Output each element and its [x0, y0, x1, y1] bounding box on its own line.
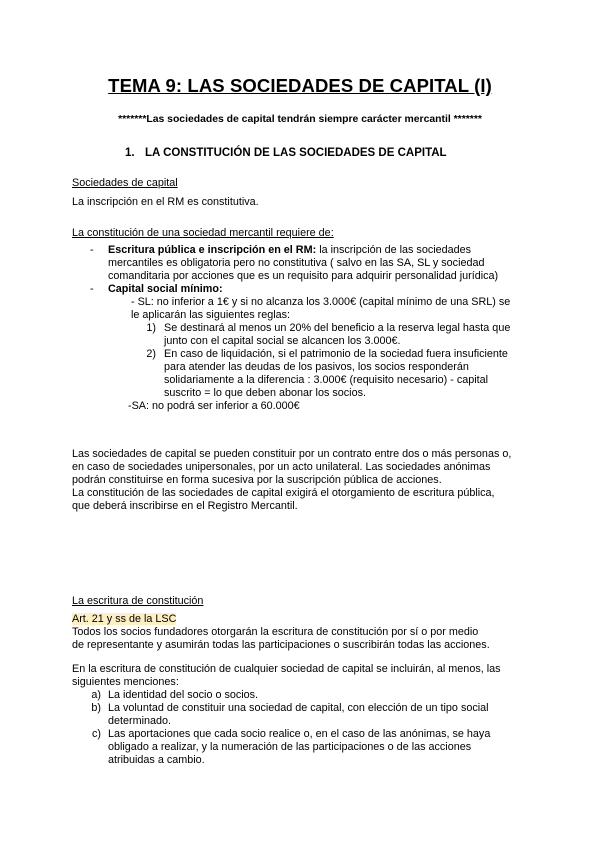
menciones-intro: En la escritura de constitución de cualquier sociedad de capital se incluirán, al menos, las — [72, 663, 501, 675]
requisitos-heading: La constitución de una sociedad mercantil requiere de: — [72, 227, 334, 239]
escritura-item-line: Escritura pública e inscripción en el RM: la inscripción de las sociedades — [108, 244, 472, 256]
paragraph-line: podrán constituirse en forma sucesiva por la suscripción pública de acciones. — [72, 474, 442, 486]
escritura-label: Escritura pública e inscripción en el RM: — [108, 244, 317, 256]
page-title: TEMA 9: LAS SOCIEDADES DE CAPITAL (I) — [108, 75, 492, 96]
section-heading-text: LA CONSTITUCIÓN DE LAS SOCIEDADES DE CAPITAL — [145, 147, 447, 159]
paragraph-line: La constitución de las sociedades de capital exigirá el otorgamiento de escritura pública, — [72, 487, 495, 499]
article-reference — [72, 613, 176, 626]
paragraph-line: en caso de sociedades unipersonales, por un acto unilateral. Las sociedades anónimas — [72, 461, 491, 473]
list-item-line: atribuidas a cambio. — [108, 754, 205, 766]
rule-line: solidariamente a la diferencia : 3.000€ (requisito necesario) - capital — [164, 374, 489, 386]
list-label: a) — [91, 689, 101, 701]
article-highlight: Art. 21 y ss de la LSC — [72, 613, 177, 625]
list-item-line: obligado a realizar, y la numeración de las participaciones o de las acciones — [108, 741, 472, 753]
list-item-line: La voluntad de constituir una sociedad de capital, con elección de un tipo social — [108, 702, 489, 714]
section-number: 1. — [125, 147, 135, 159]
sl-line: le aplicarán las siguientes reglas: — [131, 309, 291, 321]
list-item-line: La identidad del socio o socios. — [108, 689, 259, 701]
section-heading — [125, 146, 447, 160]
rule-number: 2) — [146, 348, 156, 360]
sa-line: -SA: no podrá ser inferior a 60.000€ — [128, 400, 300, 412]
escritura-line: de representante y asumirán todas las participaciones o suscribirán todas las acciones. — [72, 639, 490, 651]
rule-line: para atender las deudas de los pasivos, los socios responderán — [164, 361, 469, 373]
list-item-line: Las aportaciones que cada socio realice o, en el caso de las anónimas, se haya — [108, 728, 491, 740]
subtitle-note: *******Las sociedades de capital tendrán siempre carácter mercantil ******* — [118, 114, 482, 125]
bullet-dash: - — [90, 244, 94, 256]
rule-line: En caso de liquidación, si el patrimonio de la sociedad fuera insuficiente — [164, 348, 508, 360]
bullet-dash: - — [90, 283, 94, 295]
rule-line: junto con el capital social se alcancen los 3.000€. — [164, 335, 401, 347]
list-label: c) — [92, 728, 101, 740]
escritura-item-line: mercantiles es obligatoria pero no constitutiva ( salvo en las SA, SL y sociedad — [108, 257, 485, 269]
sociedades-text: La inscripción en el RM es constitutiva. — [72, 196, 259, 208]
escritura-heading: La escritura de constitución — [72, 595, 204, 607]
sl-line: - SL: no inferior a 1€ y si no alcanza los 3.000€ (capital mínimo de una SRL) se — [131, 296, 511, 308]
rule-number: 1) — [146, 322, 156, 334]
rule-line: suscrito = lo que deben abonar los socios. — [164, 387, 366, 399]
paragraph-line: Las sociedades de capital se pueden constituir por un contrato entre dos o más personas o, — [72, 448, 512, 460]
paragraph-line: que deberá inscribirse en el Registro Mercantil. — [72, 500, 298, 512]
escritura-line: Todos los socios fundadores otorgarán la escritura de constitución por sí o por medio — [72, 626, 479, 638]
sociedades-heading: Sociedades de capital — [72, 177, 178, 189]
list-label: b) — [91, 702, 101, 714]
menciones-intro: siguientes menciones: — [72, 676, 179, 688]
capital-label: Capital social mínimo: — [108, 283, 223, 295]
rule-line: Se destinará al menos un 20% del beneficio a la reserva legal hasta que — [164, 322, 511, 334]
escritura-item-line: comanditaria por acciones que es un requisito para adquirir personalidad jurídica) — [108, 270, 499, 282]
list-item-line: determinado. — [108, 715, 172, 727]
